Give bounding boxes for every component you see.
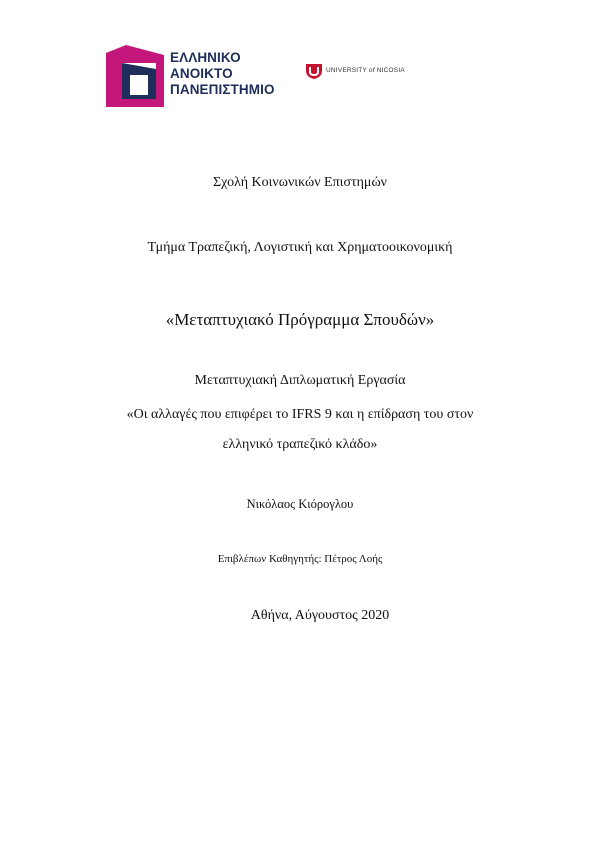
author-name: Νικόλαος Κιόρογλου	[246, 497, 354, 511]
thesis-title-line2: ελληνικό τραπεζικό κλάδο»	[222, 437, 378, 452]
hou-wordmark-line1: ΕΛΛΗΝΙΚΟ	[170, 50, 241, 65]
hellenic-open-university-logo	[106, 45, 276, 107]
thesis-type: Μεταπτυχιακή Διπλωματική Εργασία	[194, 373, 406, 388]
unic-wordmark	[326, 67, 405, 74]
hou-wordmark-line3: ΠΑΝΕΠΙΣΤΗΜΙΟ	[170, 82, 275, 97]
hou-emblem-icon	[106, 45, 164, 107]
thesis-title-line1: «Οι αλλαγές που επιφέρει το IFRS 9 και η επίδραση του στον	[126, 407, 474, 422]
supervisor: Επιβλέπων Καθηγητής: Πέτρος Λοής	[217, 553, 383, 565]
school-name: Σχολή Κοινωνικών Επιστημών	[213, 175, 387, 190]
hou-wordmark	[170, 50, 275, 98]
unic-prefix: UNIVERSITY	[326, 67, 367, 74]
department-name: Τμήμα Τραπεζική, Λογιστική και Χρηματοοικονομική	[147, 240, 453, 255]
unic-shield-icon	[305, 62, 323, 80]
unic-of: of	[368, 67, 375, 74]
program-name: «Μεταπτυχιακό Πρόγραμμα Σπουδών»	[165, 310, 435, 329]
unic-name: NICOSIA	[376, 67, 405, 74]
hou-wordmark-line2: ΑΝΟΙΚΤΟ	[170, 66, 233, 81]
place-and-date: Αθήνα, Αύγουστος 2020	[250, 608, 390, 623]
